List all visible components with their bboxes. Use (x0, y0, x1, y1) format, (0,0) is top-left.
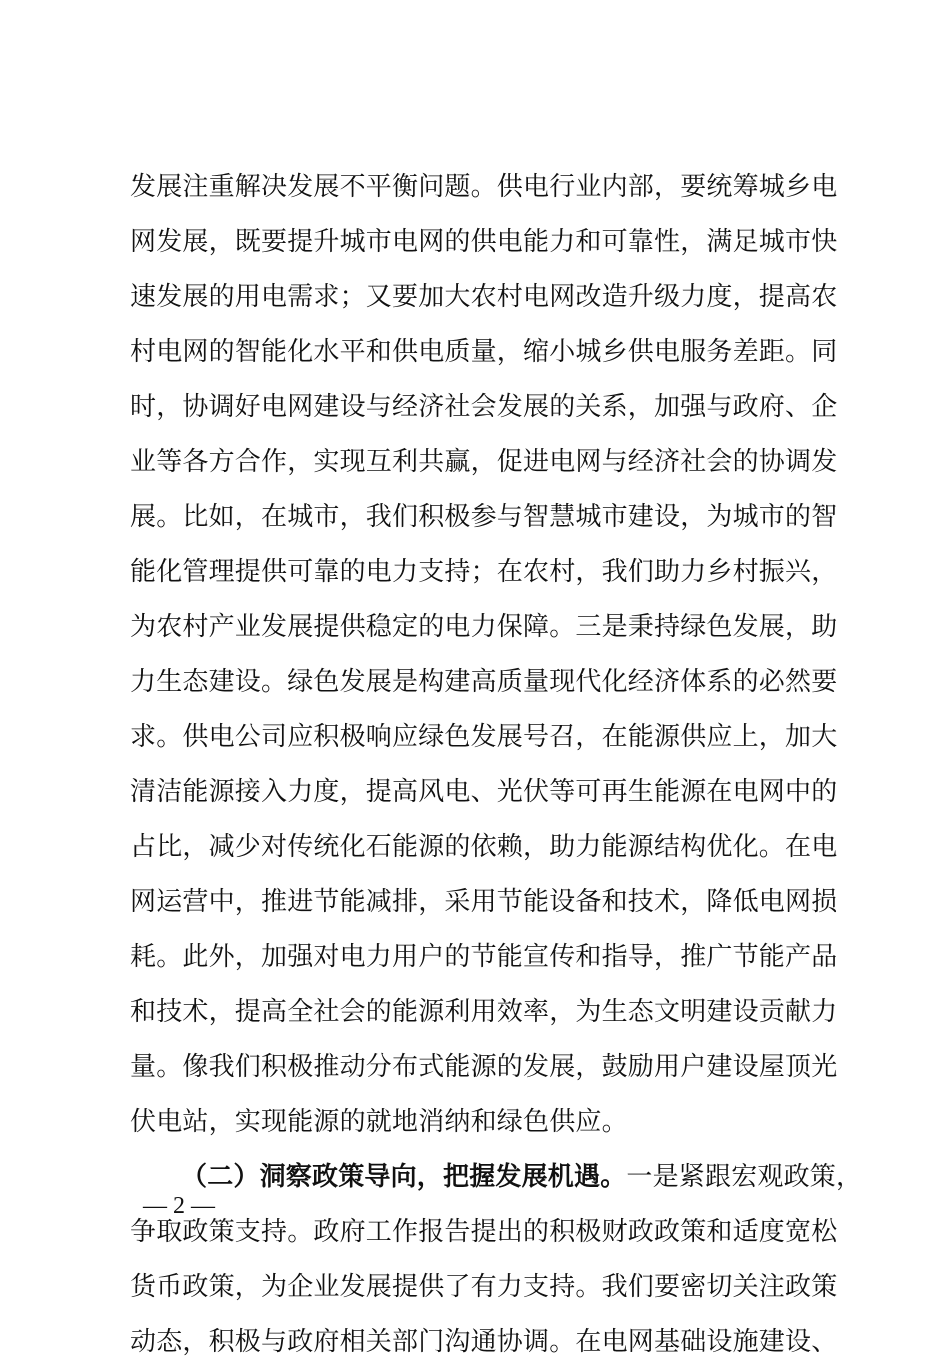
text-line: 展。比如，在城市，我们积极参与智慧城市建设，为城市的智 (130, 502, 838, 532)
text-line: 速发展的用电需求；又要加大农村电网改造升级力度，提高农 (130, 282, 838, 312)
section-heading: （二）洞察政策导向，把握发展机遇。 (181, 1162, 627, 1192)
text-line: 力生态建设。绿色发展是构建高质量现代化经济体系的必然要 (130, 667, 838, 697)
text-line: 网发展，既要提升城市电网的供电能力和可靠性，满足城市快 (130, 227, 838, 257)
text-line: 和技术，提高全社会的能源利用效率，为生态文明建设贡献力 (130, 997, 838, 1027)
text-line: 清洁能源接入力度，提高风电、光伏等可再生能源在电网中的 (130, 777, 838, 807)
page-number: — 2 — (143, 1193, 215, 1219)
text-line: 能化管理提供可靠的电力支持；在农村，我们助力乡村振兴， (130, 557, 838, 587)
text-line: 占比，减少对传统化石能源的依赖，助力能源结构优化。在电 (130, 832, 838, 862)
text-line: 为农村产业发展提供稳定的电力保障。三是秉持绿色发展，助 (130, 612, 838, 642)
text-line: 量。像我们积极推动分布式能源的发展，鼓励用户建设屋顶光 (130, 1052, 838, 1082)
text-line: 发展注重解决发展不平衡问题。供电行业内部，要统筹城乡电 (130, 172, 838, 202)
section-first-line-text: 一是紧跟宏观政策， (626, 1162, 863, 1192)
text-line: 求。供电公司应积极响应绿色发展号召，在能源供应上，加大 (130, 722, 838, 752)
text-line: 业等各方合作，实现互利共赢，促进电网与经济社会的协调发 (130, 447, 838, 477)
text-line: 争取政策支持。政府工作报告提出的积极财政政策和适度宽松 (130, 1217, 838, 1247)
text-line: 货币政策，为企业发展提供了有力支持。我们要密切关注政策 (130, 1272, 838, 1302)
text-line: 时，协调好电网建设与经济社会发展的关系，加强与政府、企 (130, 392, 838, 422)
section-heading-line (181, 1160, 863, 1194)
text-line: 伏电站，实现能源的就地消纳和绿色供应。 (130, 1107, 628, 1137)
text-line: 耗。此外，加强对电力用户的节能宣传和指导，推广节能产品 (130, 942, 838, 972)
text-line: 村电网的智能化水平和供电质量，缩小城乡供电服务差距。同 (130, 337, 838, 367)
text-line: 动态，积极与政府相关部门沟通协调。在电网基础设施建设、 (130, 1327, 838, 1357)
text-line: 网运营中，推进节能减排，采用节能设备和技术，降低电网损 (130, 887, 838, 917)
